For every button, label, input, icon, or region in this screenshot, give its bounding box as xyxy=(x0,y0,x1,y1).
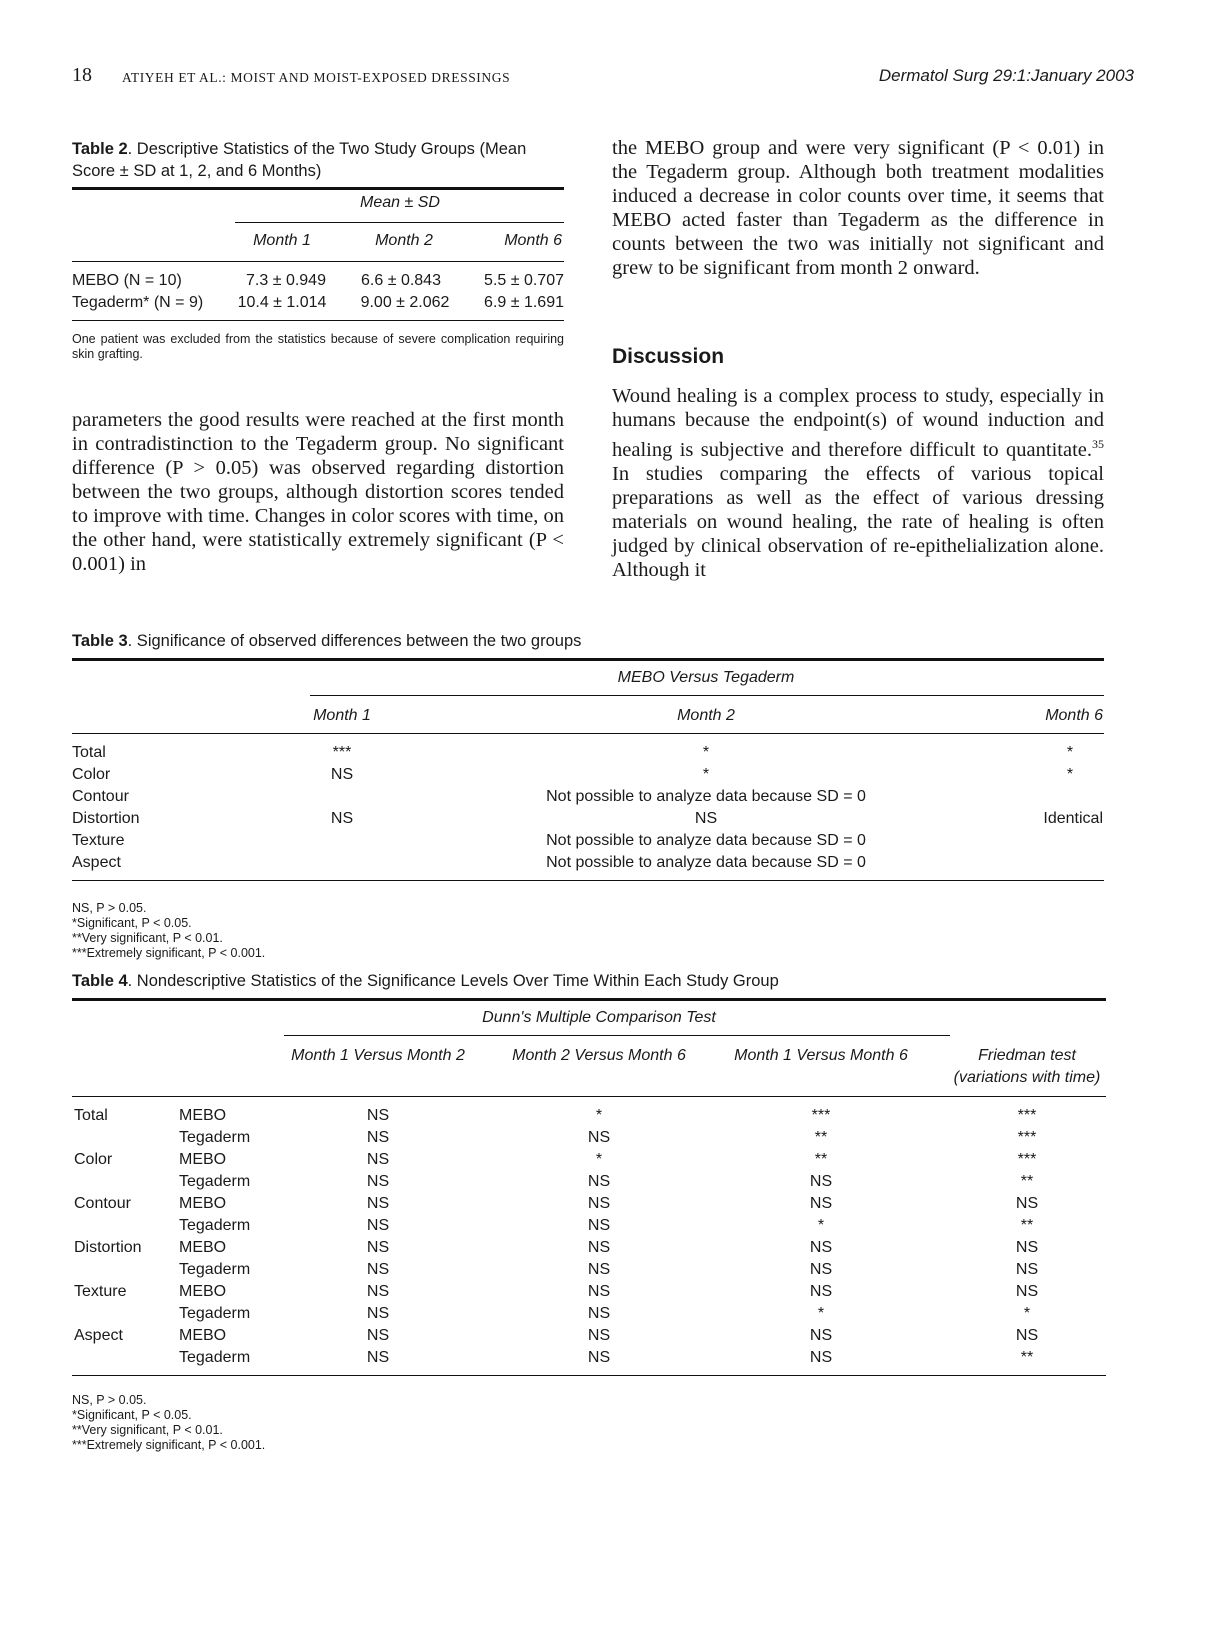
table-rule xyxy=(72,1375,1106,1376)
column-header: Month 2 xyxy=(677,707,735,724)
table-cell: NS xyxy=(366,1151,390,1168)
table-cell: NS xyxy=(1015,1283,1039,1300)
table-row xyxy=(72,1303,1106,1325)
row-category: Color xyxy=(74,1151,113,1168)
table-cell: 6.6 ± 0.843 xyxy=(361,272,441,289)
table-cell: 9.00 ± 2.062 xyxy=(360,294,450,311)
row-category: Total xyxy=(74,1107,108,1124)
table-cell: NS xyxy=(587,1261,611,1278)
table-3-caption xyxy=(72,630,1104,654)
table-cell: NS xyxy=(330,766,354,783)
table-rule xyxy=(72,998,1106,1001)
table-cell: NS xyxy=(694,810,718,827)
footnote: **Very significant, P < 0.01. xyxy=(72,931,223,945)
row-group: MEBO xyxy=(179,1151,227,1168)
table-cell: NS xyxy=(366,1239,390,1256)
table-cell: *** xyxy=(1017,1107,1037,1124)
row-category: Distortion xyxy=(74,1239,142,1256)
table-cell: NS xyxy=(366,1173,390,1190)
column-header: Month 2 xyxy=(375,232,433,249)
row-group: MEBO xyxy=(179,1107,227,1124)
table-row xyxy=(72,786,1104,808)
table-cell: 6.9 ± 1.691 xyxy=(484,294,564,311)
table-cell: ** xyxy=(814,1151,828,1168)
table-cell: NS xyxy=(366,1107,390,1124)
table-rule xyxy=(72,187,564,190)
table-cell: NS xyxy=(366,1327,390,1344)
table-cell: ** xyxy=(1020,1173,1034,1190)
table-row xyxy=(72,1193,1106,1215)
table-cell: * xyxy=(702,744,710,761)
table-cell: NS xyxy=(809,1261,833,1278)
row-label: Total xyxy=(72,744,106,761)
row-label: Color xyxy=(72,766,111,783)
table-3-label: Table 3 xyxy=(72,632,128,650)
table-cell: * xyxy=(817,1217,825,1234)
running-head: ATIYEH ET AL.: MOIST AND MOIST-EXPOSED DRESSINGS xyxy=(122,70,511,85)
column-header: Month 6 xyxy=(1045,707,1103,724)
row-group: MEBO xyxy=(179,1283,227,1300)
column-header: Friedman test xyxy=(978,1047,1076,1064)
table-2-caption xyxy=(72,138,564,184)
table-row xyxy=(72,1259,1106,1281)
table-rule xyxy=(72,880,1104,881)
table-3-caption-text: . Significance of observed differences between the two groups xyxy=(127,632,582,650)
table-cell: *** xyxy=(811,1107,831,1124)
table-cell: NS xyxy=(809,1173,833,1190)
table-cell: NS xyxy=(1015,1327,1039,1344)
table-cell: NS xyxy=(809,1349,833,1366)
table-row xyxy=(72,742,1104,764)
table-cell: NS xyxy=(587,1327,611,1344)
footnote: *Significant, P < 0.05. xyxy=(72,916,192,930)
table-4-caption-text: . Nondescriptive Statistics of the Significance Levels Over Time Within Each Study Group xyxy=(127,972,779,990)
table-cell: NS xyxy=(587,1283,611,1300)
footnote: ***Extremely significant, P < 0.001. xyxy=(72,946,266,960)
table-cell: * xyxy=(595,1107,603,1124)
page-header xyxy=(72,64,1134,94)
table-cell: Identical xyxy=(1043,810,1103,827)
discussion-text xyxy=(612,384,1104,582)
table-4-footnotes xyxy=(72,1393,1106,1453)
table-cell: * xyxy=(1066,766,1074,783)
table-rule xyxy=(310,695,1104,696)
discussion-text-part: In studies comparing the effects of various topical preparations as well as the effect of various dressing materials on wound healing, the rate of healing is often judged by clinical observation of re-epithelialization alone. Although it xyxy=(612,462,1104,581)
footnote: NS, P > 0.05. xyxy=(72,1393,147,1407)
column-header: (variations with time) xyxy=(953,1069,1101,1086)
table-row xyxy=(72,1237,1106,1259)
table-row xyxy=(72,1149,1106,1171)
table-cell: NS xyxy=(809,1283,833,1300)
row-group: Tegaderm xyxy=(179,1349,251,1366)
table-3 xyxy=(72,630,1104,961)
table-cell: NS xyxy=(366,1349,390,1366)
table-cell: NS xyxy=(366,1261,390,1278)
table-cell: 10.4 ± 1.014 xyxy=(237,294,327,311)
table-cell: * xyxy=(1066,744,1074,761)
table-2-caption-text: . Descriptive Statistics of the Two Study Groups (Mean Score ± SD at 1, 2, and 6 Months) xyxy=(72,140,527,180)
footnote: *Significant, P < 0.05. xyxy=(72,1408,192,1422)
table-rule xyxy=(72,658,1104,661)
row-category: Aspect xyxy=(74,1327,123,1344)
table-cell: NS xyxy=(809,1239,833,1256)
table-cell: NS xyxy=(587,1173,611,1190)
row-group: Tegaderm xyxy=(179,1305,251,1322)
table-4-label: Table 4 xyxy=(72,972,128,990)
table-cell: *** xyxy=(1017,1151,1037,1168)
row-group: MEBO xyxy=(179,1239,227,1256)
row-label: MEBO (N = 10) xyxy=(72,272,182,289)
table-row xyxy=(72,1127,1106,1149)
group-header: Mean ± SD xyxy=(360,194,440,211)
table-cell: NS xyxy=(366,1129,390,1146)
table-cell: NS xyxy=(1015,1195,1039,1212)
footnote: **Very significant, P < 0.01. xyxy=(72,1423,223,1437)
column-header: Month 1 xyxy=(253,232,311,249)
table-cell: * xyxy=(1023,1305,1031,1322)
table-row xyxy=(72,808,1104,830)
table-rule xyxy=(284,1035,950,1036)
table-row xyxy=(72,1171,1106,1193)
row-group: Tegaderm xyxy=(179,1217,251,1234)
table-cell: NS xyxy=(366,1217,390,1234)
table-cell: NS xyxy=(587,1195,611,1212)
row-group: MEBO xyxy=(179,1327,227,1344)
table-cell: *** xyxy=(1017,1129,1037,1146)
group-header: Dunn's Multiple Comparison Test xyxy=(482,1009,716,1026)
table-cell: NS xyxy=(809,1195,833,1212)
column-header: Month 6 xyxy=(504,232,562,249)
page-number: 18 xyxy=(72,64,92,86)
table-rule xyxy=(72,733,1104,734)
table-cell: NS xyxy=(587,1349,611,1366)
row-group: Tegaderm xyxy=(179,1261,251,1278)
row-category: Texture xyxy=(74,1283,127,1300)
journal-reference: Dermatol Surg 29:1:January 2003 xyxy=(878,66,1134,85)
table-rule xyxy=(235,222,564,223)
table-cell: *** xyxy=(332,744,352,761)
discussion-text-part: Wound healing is a complex process to study, especially in humans because the endpoint(s) of wound induction and healing is subjective and therefore difficult to quantitate. xyxy=(612,385,1104,461)
table-cell: Not possible to analyze data because SD = 0 xyxy=(546,788,866,805)
table-row xyxy=(72,1347,1106,1369)
table-cell: NS xyxy=(366,1195,390,1212)
table-rule xyxy=(72,261,564,262)
body-text-right: the MEBO group and were very significant (P < 0.01) in the Tegaderm group. Although both treatment modalities induced a decrease in color counts over time, it seems that MEBO acted faster than Tegaderm as the difference in counts between the two was initially not significant and grew to be significant from month 2 onward. xyxy=(612,137,1104,279)
row-label: Aspect xyxy=(72,854,121,871)
column-header: Month 1 Versus Month 2 xyxy=(291,1047,465,1064)
table-2-label: Table 2 xyxy=(72,140,128,158)
table-rule xyxy=(72,320,564,321)
row-category: Contour xyxy=(74,1195,131,1212)
table-cell: * xyxy=(702,766,710,783)
table-row xyxy=(72,292,564,314)
table-cell: 5.5 ± 0.707 xyxy=(484,272,564,289)
row-group: MEBO xyxy=(179,1195,227,1212)
table-4 xyxy=(72,970,1106,1453)
table-cell: 7.3 ± 0.949 xyxy=(246,272,326,289)
row-label: Texture xyxy=(72,832,125,849)
table-row xyxy=(72,764,1104,786)
table-row xyxy=(72,830,1104,852)
table-cell: Not possible to analyze data because SD = 0 xyxy=(546,832,866,849)
table-cell: NS xyxy=(330,810,354,827)
table-cell: NS xyxy=(366,1283,390,1300)
table-cell: NS xyxy=(587,1217,611,1234)
reference-superscript: 35 xyxy=(1092,437,1104,451)
column-header: Month 1 Versus Month 6 xyxy=(734,1047,908,1064)
table-cell: * xyxy=(817,1305,825,1322)
table-cell: ** xyxy=(1020,1217,1034,1234)
table-4-caption xyxy=(72,970,1106,994)
table-cell: NS xyxy=(587,1129,611,1146)
row-group: Tegaderm xyxy=(179,1129,251,1146)
table-cell: NS xyxy=(587,1239,611,1256)
table-row xyxy=(72,1215,1106,1237)
table-cell: NS xyxy=(1015,1261,1039,1278)
row-label: Distortion xyxy=(72,810,140,827)
table-3-footnotes xyxy=(72,901,1104,961)
table-2-footnote: One patient was excluded from the statistics because of severe complication requiring skin grafting. xyxy=(72,332,564,361)
column-header: Month 2 Versus Month 6 xyxy=(512,1047,686,1064)
row-group: Tegaderm xyxy=(179,1173,251,1190)
row-label: Tegaderm* (N = 9) xyxy=(72,294,204,311)
section-heading-discussion: Discussion xyxy=(612,345,725,368)
table-row xyxy=(72,1105,1106,1127)
table-cell: NS xyxy=(1015,1239,1039,1256)
table-2 xyxy=(72,138,564,362)
table-row xyxy=(72,1281,1106,1303)
column-header: Month 1 xyxy=(313,707,371,724)
body-text-left: parameters the good results were reached at the first month in contradistinction to the Tegaderm group. No significant difference (P > 0.05) was observed regarding distortion between the two groups, although distortion scores tended to improve with time. Changes in color scores with time, on the other hand, were statistically extremely significant (P < 0.001) in xyxy=(72,409,564,575)
table-row xyxy=(72,852,1104,874)
table-row xyxy=(72,270,564,292)
table-cell: ** xyxy=(814,1129,828,1146)
table-row xyxy=(72,1325,1106,1347)
table-cell: Not possible to analyze data because SD = 0 xyxy=(546,854,866,871)
table-cell: * xyxy=(595,1151,603,1168)
table-cell: NS xyxy=(587,1305,611,1322)
table-cell: NS xyxy=(366,1305,390,1322)
table-cell: NS xyxy=(809,1327,833,1344)
table-rule xyxy=(72,1096,1106,1097)
footnote: NS, P > 0.05. xyxy=(72,901,147,915)
row-label: Contour xyxy=(72,788,129,805)
table-cell: ** xyxy=(1020,1349,1034,1366)
group-header: MEBO Versus Tegaderm xyxy=(617,669,795,686)
footnote: ***Extremely significant, P < 0.001. xyxy=(72,1438,266,1452)
